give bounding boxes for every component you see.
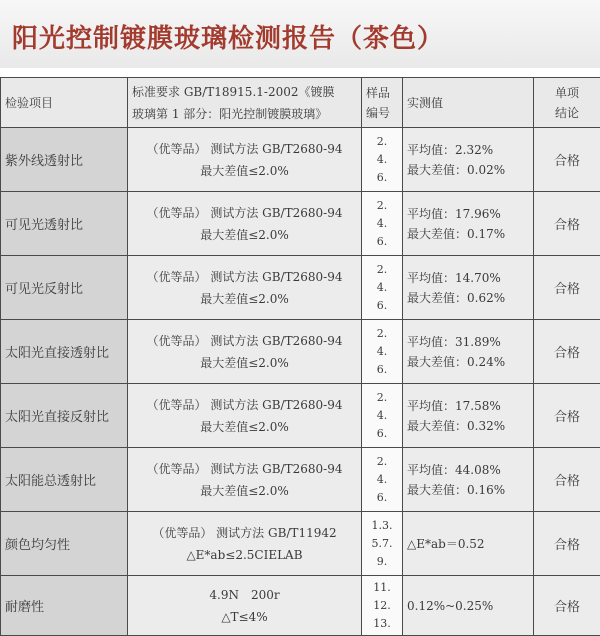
- item-name: 太阳光直接透射比: [1, 320, 128, 384]
- table-row: [1, 256, 600, 320]
- item-name: 太阳能总透射比: [1, 448, 128, 512]
- measured-cell: [403, 128, 534, 192]
- sample-no: 1.3.: [366, 517, 398, 535]
- measured-line1: 平均值：17.96%: [407, 204, 529, 224]
- result-cell: 合格: [534, 448, 600, 512]
- measured-line2: 最大差值：0.62%: [407, 288, 529, 308]
- requirement-cell: [128, 320, 362, 384]
- result-cell: 合格: [534, 384, 600, 448]
- result-cell: 合格: [534, 256, 600, 320]
- sample-no: 6.: [366, 233, 398, 251]
- measured-line1: 平均值：14.70%: [407, 268, 529, 288]
- table-row: [1, 192, 600, 256]
- requirement-line1: （优等品） 测试方法 GB/T2680-94: [132, 138, 357, 160]
- requirement-cell: [128, 128, 362, 192]
- measured-line2: 最大差值：0.17%: [407, 224, 529, 244]
- item-name: 太阳光直接反射比: [1, 384, 128, 448]
- report-title: 阳光控制镀膜玻璃检测报告（茶色）: [12, 18, 444, 55]
- requirement-line2: △E*ab≤2.5CIELAB: [132, 544, 357, 566]
- requirement-line2: △T≤4%: [132, 606, 357, 628]
- header-sample-line1: 样品: [366, 83, 398, 103]
- table-row: [1, 384, 600, 448]
- requirement-line2: 最大差值≤2.0%: [132, 288, 357, 310]
- item-name: 紫外线透射比: [1, 128, 128, 192]
- table-row: [1, 128, 600, 192]
- result-cell: 合格: [534, 192, 600, 256]
- table-row: [1, 576, 600, 636]
- sample-no: 2.: [366, 389, 398, 407]
- header-result-line2: 结论: [538, 103, 596, 123]
- table-row: [1, 448, 600, 512]
- requirement-cell: [128, 576, 362, 636]
- item-name: 可见光反射比: [1, 256, 128, 320]
- sample-no: 12.: [366, 597, 398, 615]
- measured-cell: [403, 512, 534, 576]
- sample-cell: [362, 512, 403, 576]
- measured-cell: [403, 384, 534, 448]
- sample-no: 2.: [366, 133, 398, 151]
- sample-no: 6.: [366, 425, 398, 443]
- result-cell: 合格: [534, 512, 600, 576]
- sample-no: 13.: [366, 615, 398, 633]
- measured-line1: 0.12%~0.25%: [407, 596, 529, 616]
- table-row: [1, 320, 600, 384]
- measured-line2: 最大差值：0.32%: [407, 416, 529, 436]
- item-name: 颜色均匀性: [1, 512, 128, 576]
- measured-line1: △E*ab＝0.52: [407, 534, 529, 554]
- sample-cell: [362, 192, 403, 256]
- requirement-cell: [128, 192, 362, 256]
- requirement-line2: 最大差值≤2.0%: [132, 160, 357, 182]
- sample-cell: [362, 384, 403, 448]
- sample-no: 11.: [366, 579, 398, 597]
- sample-no: 6.: [366, 489, 398, 507]
- measured-line2: 最大差值：0.16%: [407, 480, 529, 500]
- requirement-line2: 最大差值≤2.0%: [132, 416, 357, 438]
- requirement-line1: 4.9N 200r: [132, 584, 357, 606]
- requirement-line1: （优等品） 测试方法 GB/T2680-94: [132, 394, 357, 416]
- requirement-cell: [128, 448, 362, 512]
- sample-no: 2.: [366, 453, 398, 471]
- requirement-cell: [128, 512, 362, 576]
- sample-no: 4.: [366, 279, 398, 297]
- sample-cell: [362, 576, 403, 636]
- requirement-line1: （优等品） 测试方法 GB/T2680-94: [132, 458, 357, 480]
- measured-line1: 平均值：17.58%: [407, 396, 529, 416]
- sample-no: 6.: [366, 361, 398, 379]
- requirement-line2: 最大差值≤2.0%: [132, 352, 357, 374]
- sample-no: 6.: [366, 297, 398, 315]
- requirement-line1: （优等品） 测试方法 GB/T2680-94: [132, 266, 357, 288]
- measured-line1: 平均值：2.32%: [407, 140, 529, 160]
- item-name: 耐磨性: [1, 576, 128, 636]
- header-standard: [128, 78, 362, 128]
- measured-cell: [403, 192, 534, 256]
- sample-no: 4.: [366, 343, 398, 361]
- result-cell: 合格: [534, 576, 600, 636]
- sample-cell: [362, 128, 403, 192]
- sample-no: 9.: [366, 553, 398, 571]
- sample-no: 5.7.: [366, 535, 398, 553]
- sample-no: 2.: [366, 261, 398, 279]
- title-bar: [0, 0, 600, 68]
- header-item: 检验项目: [1, 78, 128, 128]
- sample-no: 4.: [366, 215, 398, 233]
- header-result: [534, 78, 600, 128]
- requirement-cell: [128, 384, 362, 448]
- result-cell: 合格: [534, 128, 600, 192]
- header-sample-line2: 编号: [366, 103, 398, 123]
- sample-cell: [362, 320, 403, 384]
- requirement-line2: 最大差值≤2.0%: [132, 480, 357, 502]
- measured-line1: 平均值：31.89%: [407, 332, 529, 352]
- sample-cell: [362, 256, 403, 320]
- measured-cell: [403, 576, 534, 636]
- header-row: [1, 78, 600, 128]
- table-row: [1, 512, 600, 576]
- header-sample: [362, 78, 403, 128]
- header-standard-line1: 标准要求 GB/T18915.1-2002《镀膜: [132, 81, 357, 103]
- sample-no: 2.: [366, 197, 398, 215]
- measured-line1: 平均值：44.08%: [407, 460, 529, 480]
- item-name: 可见光透射比: [1, 192, 128, 256]
- header-standard-line2: 玻璃第 1 部分：阳光控制镀膜玻璃》: [132, 103, 357, 125]
- sample-no: 4.: [366, 471, 398, 489]
- measured-cell: [403, 320, 534, 384]
- measured-line2: 最大差值：0.24%: [407, 352, 529, 372]
- requirement-line1: （优等品） 测试方法 GB/T11942: [132, 522, 357, 544]
- sample-no: 4.: [366, 151, 398, 169]
- sample-no: 2.: [366, 325, 398, 343]
- measured-cell: [403, 448, 534, 512]
- sample-no: 4.: [366, 407, 398, 425]
- measured-cell: [403, 256, 534, 320]
- header-result-line1: 单项: [538, 83, 596, 103]
- requirement-line2: 最大差值≤2.0%: [132, 224, 357, 246]
- requirement-line1: （优等品） 测试方法 GB/T2680-94: [132, 330, 357, 352]
- requirement-line1: （优等品） 测试方法 GB/T2680-94: [132, 202, 357, 224]
- sample-no: 6.: [366, 169, 398, 187]
- header-measured: 实测值: [403, 78, 534, 128]
- requirement-cell: [128, 256, 362, 320]
- sample-cell: [362, 448, 403, 512]
- report-table: [0, 77, 600, 636]
- result-cell: 合格: [534, 320, 600, 384]
- measured-line2: 最大差值：0.02%: [407, 160, 529, 180]
